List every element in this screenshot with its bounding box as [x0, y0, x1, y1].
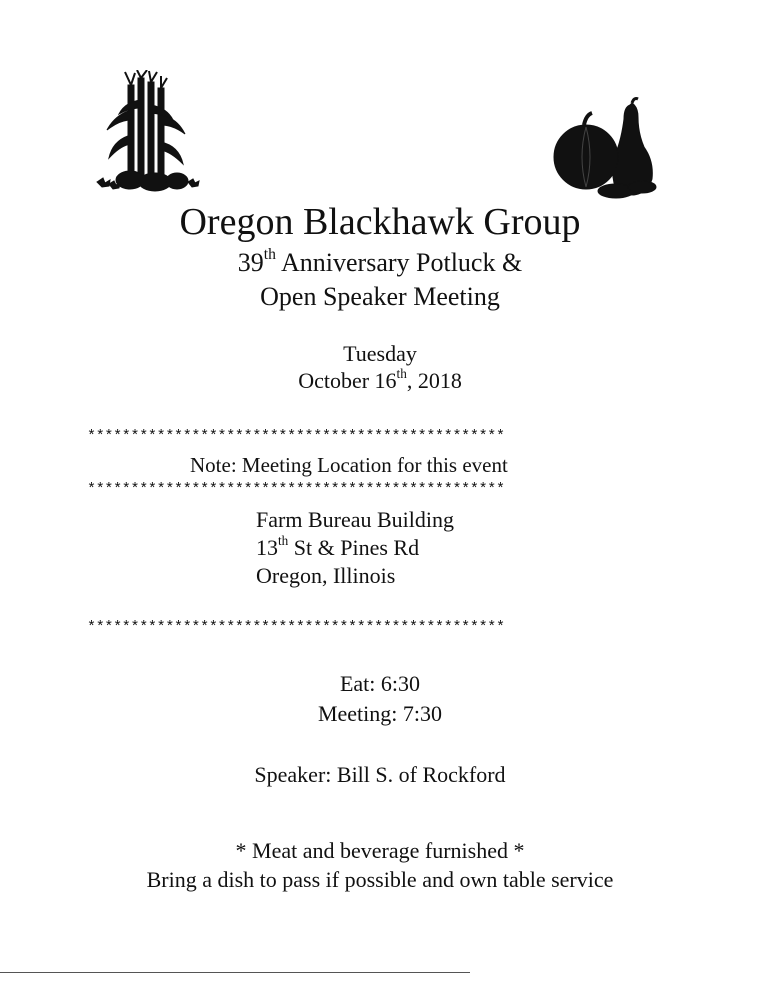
corn-stalks-icon [95, 70, 205, 200]
event-month-day: October 16 [298, 368, 397, 393]
bottom-rule [0, 972, 470, 973]
event-weekday: Tuesday [343, 341, 417, 366]
bring-dish-note: Bring a dish to pass if possible and own table service [146, 867, 614, 892]
speaker-line: Speaker: Bill S. of Rockford [254, 762, 506, 787]
star-divider: ************************************************ [87, 619, 505, 636]
address-street [256, 534, 419, 562]
anniversary-number: 39 [237, 248, 264, 277]
anniversary-text: Anniversary Potluck & [275, 248, 523, 277]
event-title: Oregon Blackhawk Group [179, 201, 581, 243]
event-year: , 2018 [406, 368, 462, 393]
furnished-note: * Meat and beverage furnished * [235, 838, 525, 863]
star-divider: ************************************************ [87, 428, 505, 445]
star-divider: ************************************************ [87, 481, 505, 498]
anniversary-line [0, 246, 760, 280]
eat-time: Eat: 6:30 [339, 671, 421, 696]
street-ordinal-suffix: th [278, 532, 289, 548]
location-note: Note: Meeting Location for this event [190, 453, 508, 477]
street-number: 13 [256, 535, 278, 560]
meeting-time: Meeting: 7:30 [317, 701, 443, 726]
address-building: Farm Bureau Building [256, 507, 454, 532]
address-city: Oregon, Illinois [256, 563, 396, 588]
meeting-type: Open Speaker Meeting [260, 282, 500, 311]
pumpkin-gourd-icon [548, 95, 660, 205]
event-day-suffix: th [396, 365, 407, 381]
street-name: St & Pines Rd [288, 535, 420, 560]
anniversary-ordinal-suffix: th [263, 246, 276, 264]
event-date [0, 367, 760, 395]
